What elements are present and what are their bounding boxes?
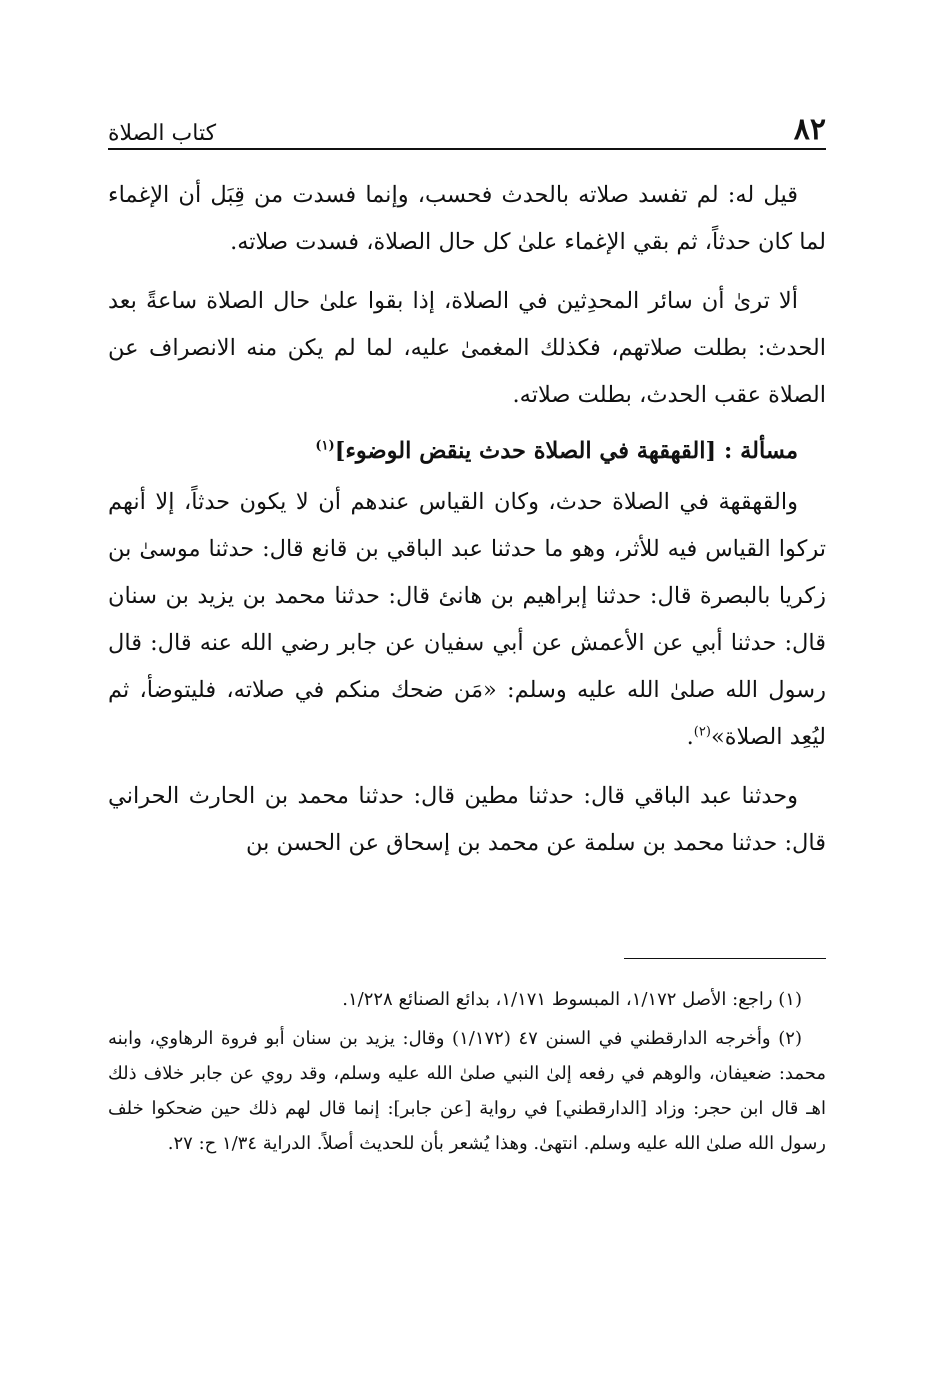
footnotes	[108, 982, 826, 1161]
section-heading	[108, 429, 826, 473]
running-title: كتاب الصلاة	[108, 121, 217, 146]
page-header	[108, 105, 826, 145]
footnote-ref[interactable]: (٢)	[693, 724, 711, 740]
footnote-ref[interactable]: (١)	[315, 438, 335, 454]
heading-title: [القهقهة في الصلاة حدث ينقض الوضوء]	[334, 438, 717, 464]
paragraph: ألا ترىٰ أن سائر المحدِثين في الصلاة، إذا بقوا علىٰ حال الصلاة ساعةً بعد الحدث: بطلت صلاتهم، فكذلك المغمىٰ عليه، لما لم يكن منه الانصراف عن الصلاة عقب الحدث، بطلت صلاته.	[108, 288, 826, 408]
footnote: (٢) وأخرجه الدارقطني في السنن ٤٧ (١/١٧٢) وقال: يزيد بن سنان أبو فروة الرهاوي، وابنه محمد: ضعيفان، والوهم في رفعه إلىٰ النبي صلىٰ الله عليه وسلم، وقد روي عن جابر خلاف ذلك اهـ قال ابن حجر: وزاد [الدارقطني] في رواية [عن جابر]: إنما قال لهم ذلك حين ضحكوا خلف رسول الله صلىٰ الله عليه وسلم. انتهىٰ. وهذا يُشعر بأن للحديث أصلاً. الدراية ١/٣٤ ح: ٢٧.	[108, 1028, 826, 1154]
paragraph: قيل له: لم تفسد صلاته بالحدث فحسب، وإنما فسدت من قِبَل أن الإغماء لما كان حدثاً، ثم بقي الإغماء علىٰ كل حال الصلاة، فسدت صلاته.	[108, 182, 826, 255]
header-rule	[108, 148, 826, 150]
heading-label: مسألة :	[723, 438, 798, 464]
paragraph	[108, 479, 826, 761]
paragraph-text: والقهقهة في الصلاة حدث، وكان القياس عندهم أن لا يكون حدثاً، إلا أنهم تركوا القياس فيه للأثر، وهو ما حدثنا عبد الباقي بن قانع قال: حدثنا موسىٰ بن زكريا بالبصرة قال: حدثنا إبراهيم بن هانئ قال: حدثنا محمد بن يزيد بن سنان قال: حدثنا أبي عن الأعمش عن أبي سفيان عن جابر رضي الله عنه قال: قال رسول الله صلىٰ الله عليه وسلم: «مَن ضحك منكم في صلاته، فليتوضأ، ثم ليُعِد الصلاة»	[108, 489, 826, 750]
paragraph: وحدثنا عبد الباقي قال: حدثنا مطين قال: حدثنا محمد بن الحارث الحراني قال: حدثنا محمد بن سلمة عن محمد بن إسحاق عن الحسن بن	[108, 783, 826, 856]
footnote-separator	[624, 958, 826, 959]
footnote: (١) راجع: الأصل ١/١٧٢، المبسوط ١/١٧١، بدائع الصنائع ١/٢٢٨.	[342, 989, 802, 1010]
page-number: ٨٢	[793, 112, 826, 147]
paragraph-end: .	[686, 724, 694, 750]
main-text	[108, 172, 826, 867]
